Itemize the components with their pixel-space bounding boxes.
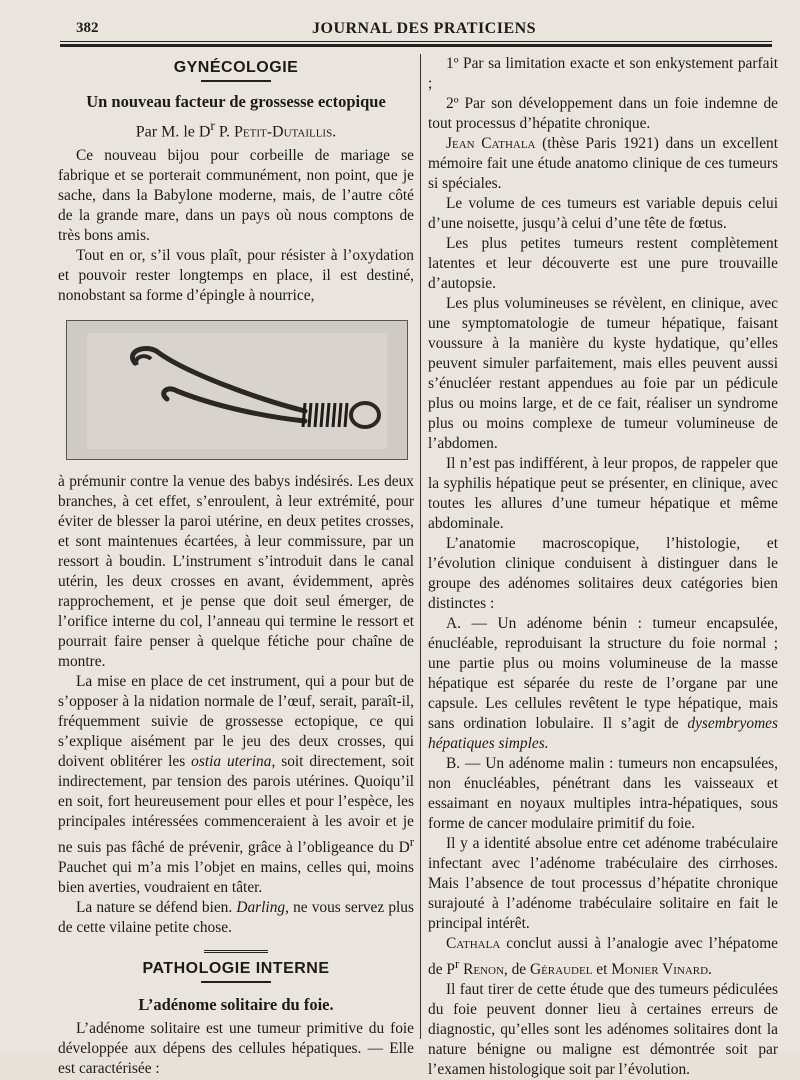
section-rule: [201, 981, 271, 983]
italic-term: Darling: [236, 899, 286, 917]
paragraph: Les plus volumineuses se révèlent, en clinique, avec une symptomatologie de tumeur hépatique, faisant voussure à la manière du kyste hydatique, qu’elles peuvent simuler parfaitement, mais elles peuvent aussi s’énucléer restant appendues au foie par un pédicule plus ou moins large, et de ce fait, réaliser un syndrome plus ou moins complexe de tumeur volumineuse de l’abdomen.: [428, 295, 778, 452]
text-run: , de: [503, 961, 530, 979]
section-rule: [201, 80, 271, 82]
paragraph: Il y a identité absolue entre cet adénome trabéculaire infectant avec l’adénome trabéculaire des cirrhoses. Mais l’absence de tout processus d’hépatite chronique surajouté à l’adénome trabéculaire solitaire en fait le principal intérêt.: [428, 835, 778, 932]
byline-prefix: Par M. le D: [135, 123, 211, 141]
paragraph: [428, 614, 778, 754]
paragraph: Les plus petites tumeurs restent complètement latentes et leur découverte est une pure trouvaille d’autopsie.: [428, 235, 778, 292]
text-run: , soit directement, soit indirectement, par tension des parois utérines. Quoiqu’il en soit, fort heureusement pour elles et pour l’espèce, les principales intéressées commenceraient à les avoir et je ne suis pas fâché de prévenir, grâce à l’obligeance du D: [58, 753, 414, 857]
paragraph: Tout en or, s’il vous plaît, pour résister à l’oxydation et pouvoir rester longtemps en place, il est destiné, nonobstant sa forme d’épingle à nourrice,: [58, 247, 414, 305]
text-run: , ne vous servez plus de cette vilaine petite chose.: [58, 899, 414, 937]
header-rule-thick: [60, 44, 772, 47]
section-rule-double: [204, 950, 268, 955]
superscript: r: [409, 835, 414, 850]
paragraph: L’adénome solitaire est une tumeur primitive du foie développée aux dépens des cellules hépatiques. — Elle est caractérisée :: [58, 1020, 414, 1078]
byline-sup: r: [210, 118, 215, 133]
iud-safety-pin-instrument-photo: [67, 321, 407, 459]
right-column: [428, 54, 778, 1080]
article-byline: [58, 116, 414, 142]
paragraph: 2º Par son développement dans un foie indemne de tout processus d’hépatite chronique.: [428, 95, 778, 132]
paragraph: Il faut tirer de cette étude que des tumeurs pédiculées du foie peuvent donner lieu à certaines erreurs de diagnostic, qu’elles sont les adénomes solitaires dont la nature bénigne ou maligne est démontrée soit par l’examen histologique soit par l’évolution.: [428, 981, 778, 1079]
page-number: 382: [76, 20, 99, 36]
page-header: [0, 0, 800, 48]
text-run: .: [708, 961, 712, 979]
text-run: La mise en place de cet instrument, qui a pour but de s’opposer à la nidation normale de l’œuf, serait, paraît-il, fréquemment suivie de grossesse ectopique, ce qui s’explique aisément par le jeu des deux crosses, qui doivent oblitérer les: [58, 673, 414, 771]
italic-term: ostia uterina: [191, 753, 272, 771]
author-name: P. Petit-Dutaillis.: [214, 123, 337, 141]
instrument-figure: [66, 320, 408, 460]
paragraph: L’anatomie macroscopique, l’histologie, et l’évolution clinique conduisent à distinguer dans le groupe des adénomes solitaires deux catégories bien distinctes :: [428, 535, 778, 612]
author-name: Renon: [459, 961, 504, 979]
paragraph: [428, 134, 778, 194]
author-name: Cathala: [446, 935, 501, 952]
article-title-grossesse: Un nouveau facteur de grossesse ectopique: [86, 92, 386, 111]
running-head: JOURNAL DES PRATICIENS: [312, 20, 537, 37]
text-run: (thèse Paris 1921) dans un excellent mémoire fait une étude anatomo clinique de ces tumeurs si spéciales.: [428, 135, 778, 192]
paragraph: Ce nouveau bijou pour corbeille de mariage se fabrique et se porterait communément, non point, que je sache, dans la Babylone moderne, mais, de l’autre côté de la grande mare, dans un pays où nous comptons de très bons amis.: [58, 147, 414, 245]
author-name: Monier Vinard: [611, 961, 709, 979]
section-heading-gynecologie: GYNÉCOLOGIE: [173, 59, 299, 76]
section-heading-pathologie: PATHOLOGIE INTERNE: [142, 960, 330, 978]
author-name: Géraudel: [529, 961, 593, 979]
paragraph: 1º Par sa limitation exacte et son enkystement parfait ;: [428, 55, 778, 92]
text-run: et: [592, 961, 612, 979]
paragraph: Le volume de ces tumeurs est variable depuis celui d’une noisette, jusqu’à celui d’une tête de fœtus.: [428, 195, 778, 232]
article-title-adenome: L’adénome solitaire du foie.: [138, 995, 334, 1015]
paragraph: Il n’est pas indifférent, à leur propos, de rappeler que la syphilis hépatique peut se présenter, en clinique, avec toutes les allures d’une tumeur hépatique et même abdominale.: [428, 455, 778, 532]
left-column: [58, 54, 414, 1079]
header-rule-thin: [60, 41, 772, 42]
text-run: A. — Un adénome bénin : tumeur encapsulée, énucléable, reproduisant la structure du foie normal ; une partie plus ou moins volumineuse de la masse hépatique est séparée du reste de l’organe par une capsule. Les cellules revêtent le type hépatique, mais sans ordination lobulaire. Il s’agit de: [428, 615, 778, 732]
superscript: r: [454, 957, 460, 971]
italic-term: dysembryomes hépatiques simples.: [428, 715, 778, 752]
paragraph: B. — Un adénome malin : tumeurs non encapsulées, non énucléables, pénétrant dans les vaisseaux et essaimant en noyaux multiples intra-hépatiques, sous forme de cancer modulaire primitif du foie.: [428, 755, 778, 832]
column-divider: [420, 54, 421, 1039]
paragraph: à prémunir contre la venue des babys indésirés. Les deux branches, à cet effet, s’enroulent, à leur extrémité, pour éviter de blesser la paroi utérine, en deux petites crosses, et sont maintenues écartées, à leur commissure, par un ressort à boudin. L’instrument s’introduit dans le canal utérin, les deux crosses en avant, évidemment, après rapprochement, et je pense que doit seul émerger, de l’orifice interne du col, l’anneau qui termine le ressort et pourrait faire penser à quelque fétiche pour chaîne de montre.: [58, 473, 414, 671]
paragraph: [428, 934, 778, 980]
author-name: Jean Cathala: [446, 135, 536, 152]
text-run: Pauchet qui m’a mis l’objet en mains, celles qui, moins bien averties, voudraient en tâter.: [58, 859, 414, 897]
paragraph: [58, 898, 414, 938]
text-run: conclut aussi à l’analogie avec l’hépatome de P: [428, 935, 778, 979]
text-run: La nature se défend bien.: [76, 899, 237, 917]
paragraph: [58, 672, 414, 898]
